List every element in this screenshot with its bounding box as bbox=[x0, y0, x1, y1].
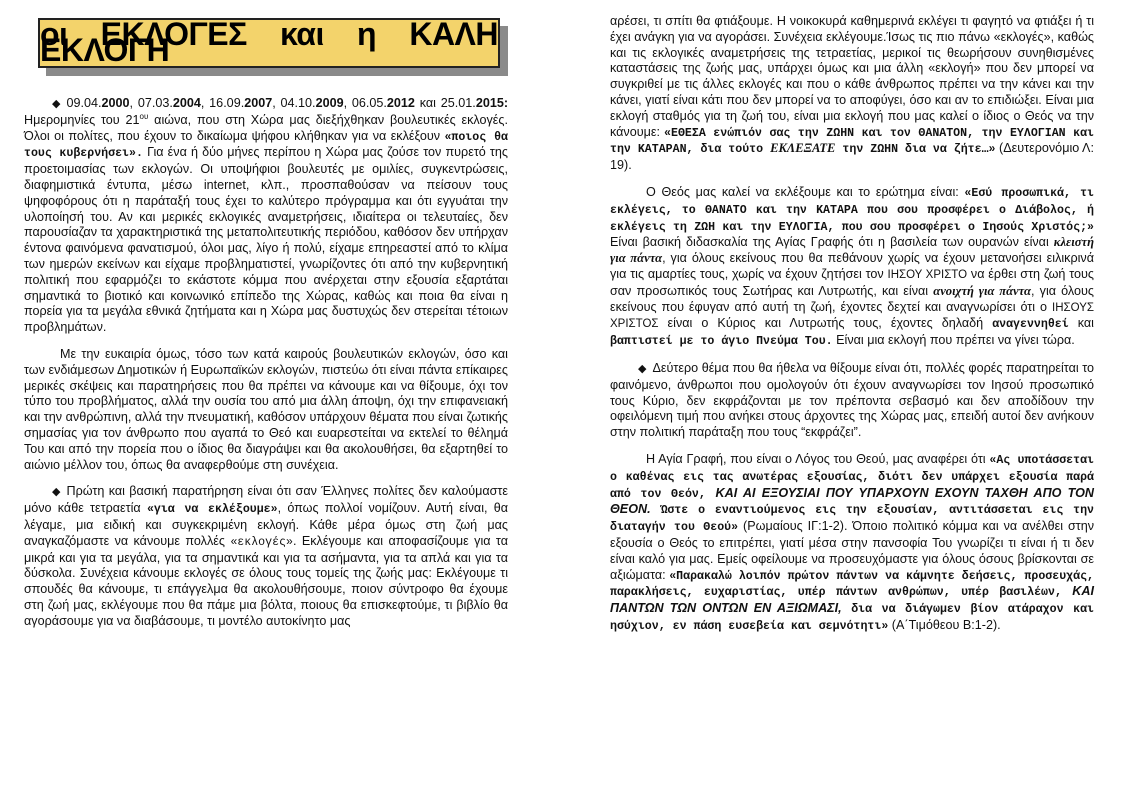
italic-quote: ΕΚΛΕΞΑΤΕ bbox=[770, 141, 836, 156]
bold-quote: «Εσύ προσωπικά, τι εκλέγεις, το ΘΑΝΑΤΟ και την ΚΑΤΑΡΑ που σου προσφέρει ο Διάβολος, ή εκλέγεις τη ΖΩΗ και την ΕΥΛΟΓΙΑ, που σου προσφέρει ο Ιησούς Χριστός;» bbox=[610, 186, 1094, 234]
name-text: ΙΗΣΟΥΣ ΧΡΙΣΤΟΣ bbox=[610, 301, 1094, 331]
bold-quote: δια να διάγωμεν βίον ατάραχον και ησύχιον, εν πάση ευσεβεία και σεμνότητι» bbox=[610, 603, 1094, 633]
bold-quote: την ΖΩΗΝ δια να ζήτε…» bbox=[835, 143, 996, 157]
body-text: αρέσει, τι σπίτι θα φτιάξουμε. Η νοικοκυρά καθημερινά εκλέγει τι φαγητό να φτιάξει ή τι έχει ανάγκη για να αγοράσει. Συνέχεια εκλέγουμε.Ίσως τις πιο πάνω «εκλογές», καθώς και τις εκλογικές αναμετρήσεις της τετραετίας, μερικοί τις θεωρήσουν συνηθισμένες καταστάσεις της ζωής μας, υπάρχει όμως και μια άλλη «εκλογή» που δεν μπορεί να συγκριθεί με τις άλλες εκλογές και που ο κάθε άνθρωπος πρέπει να την κάνει και την κάνει, γιατί είναι κάτι που δεν μπορεί να το αποφύγει, όσο και αν το επιδιώξει. Είναι μια εκλογή σταθμός για τη ζωή του, είναι μια εκλογή που μας καλεί ο ίδιος ο Θεός να την κάνουμε: bbox=[610, 14, 1094, 139]
body-text: , για όλους εκείνους που θα πεθάνουν χωρίς να έχουν μετανοήσει ειλικρινά για τις αμαρτίες τους, χωρίς να έχουν ζητήσει τον bbox=[610, 251, 1094, 281]
body-text: Είναι βασική διδασκαλία της Αγίας Γραφής ότι η βασιλεία των ουρανών είναι bbox=[610, 235, 1054, 250]
date-text: , 07.03. bbox=[129, 96, 173, 110]
body-text: να έρθει στη ζωή τους σαν προσωπικός τους Σωτήρας και Λυτρωτής, και είναι bbox=[610, 266, 1095, 298]
title-banner-box bbox=[38, 18, 500, 68]
scripture-reference: (Α΄Τιμόθεου Β:1-2). bbox=[888, 617, 1001, 632]
italic-emphasis: κλειστή για πάντα bbox=[610, 235, 1094, 266]
year-2015: 2015: bbox=[475, 96, 509, 110]
date-text: , 06.05. bbox=[343, 96, 387, 110]
left-column bbox=[24, 0, 508, 797]
date-text: και 25.01. bbox=[414, 96, 476, 110]
diamond-bullet-icon: ◆ bbox=[52, 486, 61, 499]
bold-text: βαπτιστεί με το άγιο Πνεύμα Του. bbox=[610, 335, 833, 349]
year-2009: 2009 bbox=[315, 96, 344, 110]
body-text: . Εκλέγουμε και αποφασίζουμε για τα μικρά και για τα μεγάλα, για τα σημαντικά και για τα ασήμαντα, για τα απλά και για τα δύσκολα. Συνέχεια κάνουμε εκλογές σε όλους τους τομείς της ζωής μας: Εκλέγουμε τι σπουδές θα κάνουμε, τι επάγγελμα θα ακολουθήσουμε, ποιον σύντροφο θα έχουμε στη ζωή μας, εκλέγουμε που θα πάμε μια βόλτα, ποιους θα επισκεφτούμε, τι βιβλίο θα αγοράσουμε για να διαβάσουμε, τι μοντέλο αυτοκίνητο μας bbox=[24, 533, 508, 628]
body-text: Δεύτερο θέμα που θα ήθελα να θίξουμε είναι ότι, πολλές φορές παρατηρείται το φαινόμενο, άνθρωποι που ομολογούν ότι έχουν αναγνωρίσει τον Ιησού προσωπικό τους Κύριο, δεν εκφράζονται με τον πρέποντα σεβασμό και δεν αποδίδουν την οφειλόμενη τιμή που ανήκει στους άρχοντες της Χώρας μας, επειδή αυτοί δεν ανήκουν στην πολιτική παράταξη που τους “εκφράζει”. bbox=[610, 360, 1094, 440]
mono-quote: «εκλογές» bbox=[230, 535, 293, 549]
date-text: , 16.09. bbox=[200, 96, 245, 110]
bold-quote: «ποιος θα τους κυβερνήσει». bbox=[24, 130, 508, 161]
page-title: οι ΕΚΛΟΓΕΣ και η ΚΑΛΗ ΕΚΛΟΓΗ bbox=[40, 16, 498, 68]
name-text: ΙΗΣΟΥ ΧΡΙΣΤΟ bbox=[887, 268, 968, 281]
bold-quote: «ΕΘΕΣΑ ενώπιόν σας την ΖΩΗΝ και τον ΘΑΝΑΤΟΝ, την ΕΥΛΟΓΙΑΝ και την ΚΑΤΑΡΑΝ, δια τούτο bbox=[610, 126, 1095, 157]
date-text: 09.04. bbox=[66, 96, 102, 110]
left-paragraph-3 bbox=[24, 484, 508, 629]
right-paragraph-1 bbox=[610, 14, 1094, 174]
body-text: είναι ο Κύριος και Λυτρωτής τους, έχοντες δηλαδή bbox=[658, 316, 993, 331]
year-2000: 2000 bbox=[101, 96, 130, 110]
bold-quote: «για να εκλέξουμε» bbox=[146, 503, 278, 517]
body-text: , όπως πολλοί νομίζουν. Αυτή είναι, θα λέγαμε, μια ειδική και συγκεκριμένη εκλογή. Κάθε μέρα όμως στη ζωή μας αναγκαζόμαστε να κάνουμε πολλές bbox=[24, 501, 509, 548]
right-paragraph-3 bbox=[610, 361, 1094, 441]
italic-quote: ΚΑΙ ΑΙ ΕΞΟΥΣΙΑΙ ΠΟΥ ΥΠΑΡΧΟΥΝ ΕΧΟΥΝ ΤΑΧΘΗ ΑΠΟ ΤΟΝ ΘΕΟΝ. bbox=[610, 485, 1095, 517]
left-paragraph-1 bbox=[24, 96, 508, 336]
body-text: Είναι μια εκλογή που πρέπει να γίνει τώρα. bbox=[832, 333, 1075, 348]
diamond-bullet-icon: ◆ bbox=[638, 362, 647, 375]
title-banner bbox=[24, 18, 508, 88]
superscript: ου bbox=[139, 111, 149, 121]
body-text: αιώνα, που στη Χώρα μας διεξήχθηκαν βουλευτικές εκλογές. Όλοι οι πολίτες, που έχουν το δικαίωμα ψήφου κλήθηκαν για να εκλέξουν bbox=[24, 112, 508, 143]
year-2007: 2007 bbox=[244, 96, 273, 110]
left-paragraph-2: Με την ευκαιρία όμως, τόσο των κατά καιρούς βουλευτικών εκλογών, όσο και των ενδιάμεσων Δημοτικών ή Ευρωπαϊκών εκλογών, πιστεύω ότι είναι πάντα επίκαιρες μερικές σκέψεις και παρατηρήσεις που θα πρέπει να κάνουμε και να θίξουμε, όχι τον τύπο του προβλήματος, αλλά την ουσία του από μια άλλη άποψη, όχι την επιφανειακή και την ανθρώπινη, αλλά την πνευματική, καθόσον υπάρχουν θέματα που είναι ζωτικής σημασίας για τον άνθρωπο που αγαπά το Θεό και ευαρεστείται να εκτελεί το θέλημά Του και από την πορεία που ο ίδιος θα διαγράψει και θα ακολουθήσει, θα εξαρτηθεί το αιώνιο μέλλον του, όπως θα αναφερθούμε στη συνέχεια. bbox=[24, 346, 508, 472]
bold-text: αναγεννηθεί bbox=[992, 318, 1069, 332]
body-text: Για ένα ή δύο μήνες περίπου η Χώρα μας ζούσε τον πυρετό της προετοιμασίας των εκλογών. Οι υποψήφιοι βουλευτές με ομιλίες, συγκεντρώσεις, διαφημιστικά έντυπα, μέσω internet, κλπ., προσπαθούσαν να πείσουν τους ψηφοφόρους ότι η παράταξή τους έχει το καλύτερο πρόγραμμα και ότι εγγυάται την υλοποίησή του. Αν και μερικές εκλογικές αναμετρήσεις, ιδιαίτερα οι τελευταίες, δεν παρουσίαζαν τα χαρακτηριστικά της μεταπολιτευτικής περιόδου, καθόσον δεν υπήρχαν έντονα φαινόμενα φανατισμού, όλοι μας, λίγο ή πολύ, είχαμε επηρεαστεί από το κλίμα των ημερών εκείνων και είχαμε προβληματιστεί, γνωρίζοντες ότι από την κυβερνητική πολιτική που εφαρμόζει το εκάστοτε κόμμα που ανέρχεται στην εξουσία εξαρτάται σημαντικά το βιοτικό και κοινωνικό επίπεδο της Χώρας, καθώς και ποια θα είναι η πορεία για τα μεγάλα εθνικά ζητήματα και η Χώρα μας δυστυχώς δεν στερείται τέτοιων προβλημάτων. bbox=[24, 145, 508, 335]
body-text: Η Αγία Γραφή, που είναι ο Λόγος του Θεού, μας αναφέρει ότι bbox=[646, 451, 990, 466]
bold-quote: «Ας υποτάσσεται ο καθένας εις τας ανωτέρας εξουσίας, διότι δεν υπάρχει εξουσία παρά από τον Θεόν, bbox=[610, 453, 1094, 501]
year-2012: 2012 bbox=[386, 96, 415, 110]
body-text: Όποιο πολιτικό κόμμα και να ανέλθει στην εξουσία ο Θεός το επιτρέπει, γιατί μέσα στην πανσοφία Του γνωρίζει τι είναι ή τι δεν είναι καλό για μας. Εμείς οφείλουμε να προσευχόμαστε για όλους όσους βρίσκονται σε αξιώματα: bbox=[610, 519, 1095, 582]
bold-quote: Ώστε ο εναντιούμενος εις την εξουσίαν, αντιτάσσεται εις την διαταγήν του Θεού» bbox=[610, 504, 1094, 535]
body-text: Πρώτη και βασική παρατήρηση είναι ότι σαν Έλληνες πολίτες δεν καλούμαστε μόνο κάθε τετραετία bbox=[24, 484, 508, 516]
right-column bbox=[610, 14, 1094, 797]
right-paragraph-4 bbox=[610, 452, 1094, 635]
right-paragraph-2 bbox=[610, 185, 1094, 350]
body-text: Ημερομηνίες του 21 bbox=[24, 112, 140, 127]
body-text: και bbox=[1068, 316, 1094, 331]
italic-emphasis: ανοιχτή για πάντα bbox=[933, 283, 1032, 298]
body-text: Ο Θεός μας καλεί να εκλέξουμε και το ερώτημα είναι: bbox=[646, 184, 965, 199]
italic-quote: ΚΑΙ ΠΑΝΤΩΝ ΤΩΝ ΟΝΤΩΝ ΕΝ ΑΞΙΩΜΑΣΙ, bbox=[610, 584, 1094, 616]
scripture-reference: (Δευτερονόμιο Λ: 19). bbox=[610, 141, 1094, 173]
date-text: , 04.10. bbox=[272, 96, 316, 110]
bold-quote: «Παρακαλώ λοιπόν πρώτον πάντων να κάμνητε δεήσεις, προσευχάς, παρακλήσεις, ευχαριστίας, υπέρ πάντων ανθρώπων, υπέρ βασιλέων, bbox=[610, 569, 1094, 600]
scripture-reference: (Ρωμαίους ΙΓ:1-2). bbox=[738, 519, 848, 534]
body-text: , για όλους εκείνους που έφυγαν από αυτή τη ζωή, έχοντες δεχτεί και αναγνωρίσει ότι ο bbox=[610, 283, 1094, 314]
year-2004: 2004 bbox=[172, 96, 201, 110]
diamond-bullet-icon: ◆ bbox=[52, 98, 61, 110]
